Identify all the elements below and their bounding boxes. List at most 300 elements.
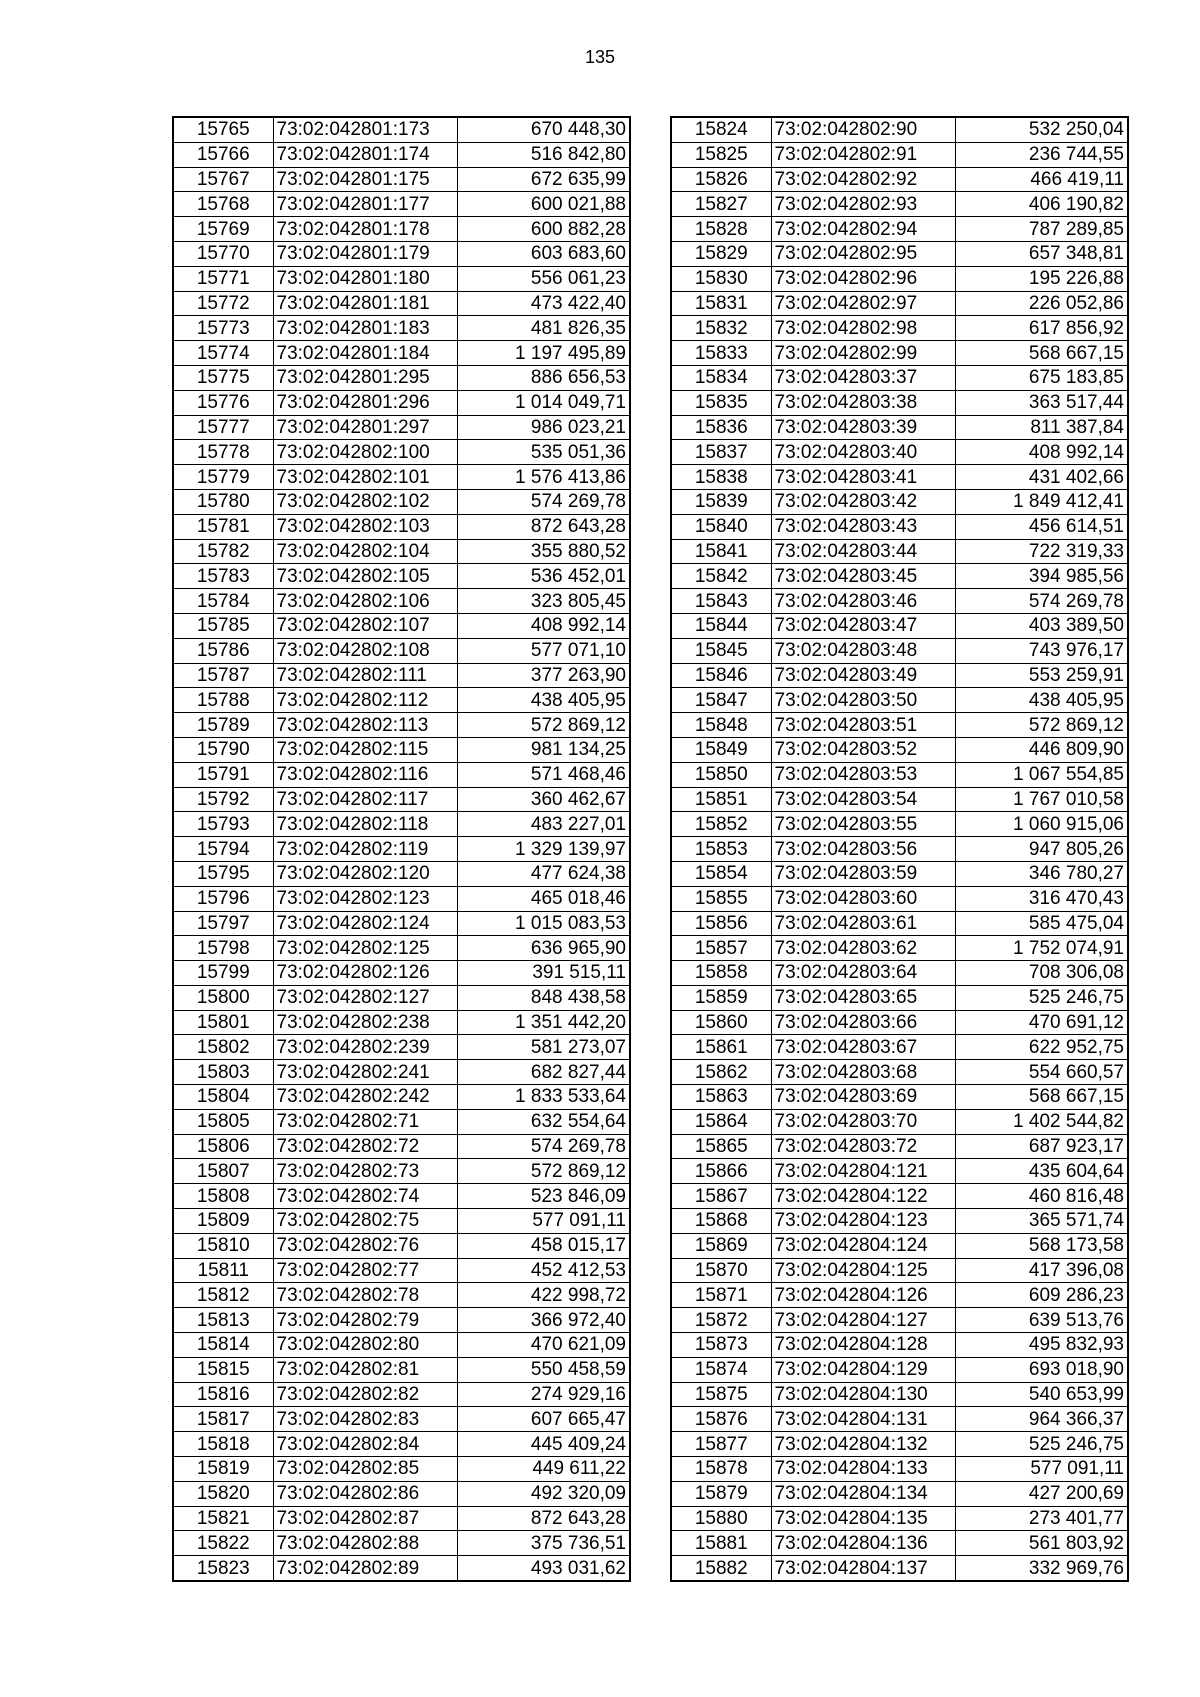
cadastral-value-cell: 445 409,24 — [457, 1432, 630, 1457]
cadastral-number-cell: 73:02:042802:98 — [771, 316, 955, 341]
table-row — [173, 1184, 630, 1209]
cadastral-value-cell: 1 752 074,91 — [955, 936, 1128, 961]
cadastral-number-cell: 73:02:042803:72 — [771, 1134, 955, 1159]
table-row — [671, 1184, 1128, 1209]
table-row — [173, 713, 630, 738]
table-row — [671, 390, 1128, 415]
cadastral-value-cell: 355 880,52 — [457, 539, 630, 564]
table-row — [671, 266, 1128, 291]
cadastral-value-cell: 523 846,09 — [457, 1184, 630, 1209]
cadastral-number-cell: 73:02:042802:72 — [273, 1134, 457, 1159]
cadastral-value-cell: 449 611,22 — [457, 1457, 630, 1482]
table-row — [173, 1382, 630, 1407]
table-row — [671, 1407, 1128, 1432]
table-row — [173, 1407, 630, 1432]
cadastral-value-cell: 516 842,80 — [457, 142, 630, 167]
table-row — [671, 638, 1128, 663]
table-row — [671, 961, 1128, 986]
table-row — [173, 1233, 630, 1258]
row-number-cell: 15856 — [671, 911, 771, 936]
table-row — [173, 1010, 630, 1035]
table-row — [671, 985, 1128, 1010]
row-number-cell: 15822 — [173, 1531, 273, 1556]
cadastral-value-cell: 617 856,92 — [955, 316, 1128, 341]
table-row — [671, 1531, 1128, 1556]
table-row — [671, 440, 1128, 465]
row-number-cell: 15776 — [173, 390, 273, 415]
cadastral-value-cell: 1 576 413,86 — [457, 465, 630, 490]
table-row — [671, 1333, 1128, 1358]
row-number-cell: 15766 — [173, 142, 273, 167]
row-number-cell: 15787 — [173, 663, 273, 688]
table-row — [173, 638, 630, 663]
cadastral-value-cell: 1 060 915,06 — [955, 812, 1128, 837]
table-row — [671, 217, 1128, 242]
cadastral-number-cell: 73:02:042803:52 — [771, 737, 955, 762]
cadastral-number-cell: 73:02:042803:47 — [771, 613, 955, 638]
cadastral-number-cell: 73:02:042802:73 — [273, 1159, 457, 1184]
cadastral-value-cell: 456 614,51 — [955, 514, 1128, 539]
cadastral-number-cell: 73:02:042801:181 — [273, 291, 457, 316]
cadastral-number-cell: 73:02:042804:123 — [771, 1209, 955, 1234]
cadastral-number-cell: 73:02:042804:131 — [771, 1407, 955, 1432]
cadastral-number-cell: 73:02:042801:295 — [273, 365, 457, 390]
cadastral-number-cell: 73:02:042804:129 — [771, 1357, 955, 1382]
cadastral-value-cell: 682 827,44 — [457, 1060, 630, 1085]
row-number-cell: 15850 — [671, 762, 771, 787]
row-number-cell: 15829 — [671, 241, 771, 266]
cadastral-value-cell: 477 624,38 — [457, 861, 630, 886]
row-number-cell: 15855 — [671, 886, 771, 911]
cadastral-number-cell: 73:02:042803:64 — [771, 961, 955, 986]
row-number-cell: 15824 — [671, 117, 771, 142]
table-row — [173, 1109, 630, 1134]
cadastral-number-cell: 73:02:042801:180 — [273, 266, 457, 291]
cadastral-number-cell: 73:02:042802:124 — [273, 911, 457, 936]
row-number-cell: 15879 — [671, 1481, 771, 1506]
cadastral-number-cell: 73:02:042802:120 — [273, 861, 457, 886]
row-number-cell: 15765 — [173, 117, 273, 142]
cadastral-value-cell: 639 513,76 — [955, 1308, 1128, 1333]
row-number-cell: 15834 — [671, 365, 771, 390]
cadastral-value-cell: 452 412,53 — [457, 1258, 630, 1283]
table-row — [173, 1035, 630, 1060]
page-number: 135 — [584, 47, 616, 67]
row-number-cell: 15816 — [173, 1382, 273, 1407]
table-row — [173, 217, 630, 242]
row-number-cell: 15795 — [173, 861, 273, 886]
row-number-cell: 15813 — [173, 1308, 273, 1333]
table-row — [671, 1010, 1128, 1035]
table-row — [671, 167, 1128, 192]
table-row — [173, 812, 630, 837]
row-number-cell: 15846 — [671, 663, 771, 688]
cadastral-value-cell: 553 259,91 — [955, 663, 1128, 688]
cadastral-number-cell: 73:02:042803:67 — [771, 1035, 955, 1060]
table-row — [671, 589, 1128, 614]
cadastral-number-cell: 73:02:042802:100 — [273, 440, 457, 465]
table-row — [173, 1481, 630, 1506]
cadastral-value-cell: 408 992,14 — [955, 440, 1128, 465]
row-number-cell: 15806 — [173, 1134, 273, 1159]
row-number-cell: 15873 — [671, 1333, 771, 1358]
cadastral-number-cell: 73:02:042804:137 — [771, 1556, 955, 1581]
cadastral-value-cell: 1 015 083,53 — [457, 911, 630, 936]
cadastral-number-cell: 73:02:042802:127 — [273, 985, 457, 1010]
row-number-cell: 15771 — [173, 266, 273, 291]
cadastral-value-cell: 577 091,11 — [955, 1457, 1128, 1482]
row-number-cell: 15872 — [671, 1308, 771, 1333]
cadastral-value-cell: 722 319,33 — [955, 539, 1128, 564]
cadastral-value-cell: 787 289,85 — [955, 217, 1128, 242]
cadastral-number-cell: 73:02:042803:69 — [771, 1085, 955, 1110]
table-row — [173, 985, 630, 1010]
cadastral-value-cell: 525 246,75 — [955, 985, 1128, 1010]
cadastral-number-cell: 73:02:042802:126 — [273, 961, 457, 986]
cadastral-value-cell: 872 643,28 — [457, 1506, 630, 1531]
row-number-cell: 15794 — [173, 837, 273, 862]
table-row — [173, 613, 630, 638]
row-number-cell: 15836 — [671, 415, 771, 440]
row-number-cell: 15773 — [173, 316, 273, 341]
cadastral-value-cell: 1 197 495,89 — [457, 341, 630, 366]
row-number-cell: 15849 — [671, 737, 771, 762]
cadastral-number-cell: 73:02:042803:40 — [771, 440, 955, 465]
cadastral-value-cell: 872 643,28 — [457, 514, 630, 539]
cadastral-value-cell: 848 438,58 — [457, 985, 630, 1010]
cadastral-number-cell: 73:02:042803:41 — [771, 465, 955, 490]
cadastral-number-cell: 73:02:042802:101 — [273, 465, 457, 490]
cadastral-value-cell: 492 320,09 — [457, 1481, 630, 1506]
cadastral-number-cell: 73:02:042802:87 — [273, 1506, 457, 1531]
cadastral-number-cell: 73:02:042802:97 — [771, 291, 955, 316]
cadastral-number-cell: 73:02:042802:108 — [273, 638, 457, 663]
cadastral-number-cell: 73:02:042802:74 — [273, 1184, 457, 1209]
cadastral-value-cell: 438 405,95 — [955, 688, 1128, 713]
table-row — [173, 861, 630, 886]
cadastral-value-cell: 636 965,90 — [457, 936, 630, 961]
table-row — [671, 812, 1128, 837]
row-number-cell: 15864 — [671, 1109, 771, 1134]
table-row — [173, 663, 630, 688]
cadastral-value-cell: 458 015,17 — [457, 1233, 630, 1258]
cadastral-number-cell: 73:02:042801:177 — [273, 192, 457, 217]
table-row — [173, 911, 630, 936]
cadastral-number-cell: 73:02:042804:133 — [771, 1457, 955, 1482]
table-row — [671, 1283, 1128, 1308]
cadastral-number-cell: 73:02:042802:116 — [273, 762, 457, 787]
cadastral-value-cell: 561 803,92 — [955, 1531, 1128, 1556]
cadastral-value-cell: 375 736,51 — [457, 1531, 630, 1556]
table-row — [671, 1035, 1128, 1060]
row-number-cell: 15819 — [173, 1457, 273, 1482]
table-row — [173, 1308, 630, 1333]
cadastral-number-cell: 73:02:042803:61 — [771, 911, 955, 936]
cadastral-value-cell: 422 998,72 — [457, 1283, 630, 1308]
cadastral-number-cell: 73:02:042801:183 — [273, 316, 457, 341]
table-row — [671, 1233, 1128, 1258]
cadastral-number-cell: 73:02:042802:76 — [273, 1233, 457, 1258]
cadastral-value-cell: 417 396,08 — [955, 1258, 1128, 1283]
table-row — [173, 961, 630, 986]
cadastral-number-cell: 73:02:042803:54 — [771, 787, 955, 812]
cadastral-number-cell: 73:02:042803:60 — [771, 886, 955, 911]
row-number-cell: 15860 — [671, 1010, 771, 1035]
cadastral-value-cell: 493 031,62 — [457, 1556, 630, 1581]
cadastral-value-cell: 672 635,99 — [457, 167, 630, 192]
row-number-cell: 15831 — [671, 291, 771, 316]
cadastral-number-cell: 73:02:042804:122 — [771, 1184, 955, 1209]
cadastral-number-cell: 73:02:042804:124 — [771, 1233, 955, 1258]
cadastral-value-cell: 316 470,43 — [955, 886, 1128, 911]
cadastral-value-cell: 1 329 139,97 — [457, 837, 630, 862]
table-row — [671, 1506, 1128, 1531]
table-row — [671, 465, 1128, 490]
table-row — [173, 1258, 630, 1283]
row-number-cell: 15862 — [671, 1060, 771, 1085]
cadastral-number-cell: 73:02:042803:59 — [771, 861, 955, 886]
row-number-cell: 15768 — [173, 192, 273, 217]
row-number-cell: 15843 — [671, 589, 771, 614]
row-number-cell: 15866 — [671, 1159, 771, 1184]
cadastral-number-cell: 73:02:042802:96 — [771, 266, 955, 291]
row-number-cell: 15869 — [671, 1233, 771, 1258]
cadastral-value-cell: 323 805,45 — [457, 589, 630, 614]
cadastral-value-cell: 743 976,17 — [955, 638, 1128, 663]
row-number-cell: 15793 — [173, 812, 273, 837]
table-row — [173, 192, 630, 217]
cadastral-value-cell: 550 458,59 — [457, 1357, 630, 1382]
cadastral-number-cell: 73:02:042804:125 — [771, 1258, 955, 1283]
table-row — [173, 390, 630, 415]
table-row — [671, 365, 1128, 390]
cadastral-number-cell: 73:02:042804:127 — [771, 1308, 955, 1333]
table-body — [671, 117, 1128, 1581]
cadastral-value-cell: 1 402 544,82 — [955, 1109, 1128, 1134]
table-row — [173, 117, 630, 142]
cadastral-number-cell: 73:02:042803:51 — [771, 713, 955, 738]
cadastral-value-cell: 438 405,95 — [457, 688, 630, 713]
cadastral-value-cell: 346 780,27 — [955, 861, 1128, 886]
row-number-cell: 15833 — [671, 341, 771, 366]
row-number-cell: 15784 — [173, 589, 273, 614]
cadastral-number-cell: 73:02:042804:130 — [771, 1382, 955, 1407]
table-row — [671, 737, 1128, 762]
cadastral-number-cell: 73:02:042803:70 — [771, 1109, 955, 1134]
table-row — [173, 1283, 630, 1308]
cadastral-number-cell: 73:02:042803:56 — [771, 837, 955, 862]
cadastral-value-cell: 600 882,28 — [457, 217, 630, 242]
table-row — [173, 1357, 630, 1382]
row-number-cell: 15839 — [671, 489, 771, 514]
table-row — [173, 762, 630, 787]
row-number-cell: 15821 — [173, 1506, 273, 1531]
row-number-cell: 15796 — [173, 886, 273, 911]
row-number-cell: 15832 — [671, 316, 771, 341]
table-row — [671, 291, 1128, 316]
table-row — [173, 1060, 630, 1085]
cadastral-value-cell: 473 422,40 — [457, 291, 630, 316]
table-row — [671, 936, 1128, 961]
table-row — [671, 241, 1128, 266]
cadastral-value-cell: 632 554,64 — [457, 1109, 630, 1134]
cadastral-value-cell: 460 816,48 — [955, 1184, 1128, 1209]
table-row — [173, 589, 630, 614]
cadastral-value-cell: 1 849 412,41 — [955, 489, 1128, 514]
cadastral-number-cell: 73:02:042802:123 — [273, 886, 457, 911]
row-number-cell: 15848 — [671, 713, 771, 738]
cadastral-number-cell: 73:02:042802:118 — [273, 812, 457, 837]
cadastral-number-cell: 73:02:042802:95 — [771, 241, 955, 266]
cadastral-number-cell: 73:02:042802:79 — [273, 1308, 457, 1333]
cadastral-value-cell: 568 173,58 — [955, 1233, 1128, 1258]
row-number-cell: 15803 — [173, 1060, 273, 1085]
row-number-cell: 15817 — [173, 1407, 273, 1432]
cadastral-number-cell: 73:02:042802:86 — [273, 1481, 457, 1506]
cadastral-number-cell: 73:02:042802:82 — [273, 1382, 457, 1407]
cadastral-value-cell: 483 227,01 — [457, 812, 630, 837]
cadastral-value-cell: 1 014 049,71 — [457, 390, 630, 415]
row-number-cell: 15775 — [173, 365, 273, 390]
table-row — [671, 1134, 1128, 1159]
cadastral-number-cell: 73:02:042803:48 — [771, 638, 955, 663]
cadastral-value-cell: 670 448,30 — [457, 117, 630, 142]
row-number-cell: 15811 — [173, 1258, 273, 1283]
row-number-cell: 15785 — [173, 613, 273, 638]
cadastral-value-cell: 986 023,21 — [457, 415, 630, 440]
row-number-cell: 15783 — [173, 564, 273, 589]
row-number-cell: 15815 — [173, 1357, 273, 1382]
row-number-cell: 15871 — [671, 1283, 771, 1308]
cadastral-value-cell: 1 833 533,64 — [457, 1085, 630, 1110]
row-number-cell: 15802 — [173, 1035, 273, 1060]
table-row — [173, 1506, 630, 1531]
cadastral-number-cell: 73:02:042803:39 — [771, 415, 955, 440]
row-number-cell: 15799 — [173, 961, 273, 986]
row-number-cell: 15874 — [671, 1357, 771, 1382]
table-row — [173, 1333, 630, 1358]
table-row — [671, 1209, 1128, 1234]
table-row — [173, 1531, 630, 1556]
cadastral-number-cell: 73:02:042802:111 — [273, 663, 457, 688]
cadastral-number-cell: 73:02:042802:238 — [273, 1010, 457, 1035]
row-number-cell: 15820 — [173, 1481, 273, 1506]
table-row — [173, 341, 630, 366]
row-number-cell: 15852 — [671, 812, 771, 837]
cadastral-value-cell: 427 200,69 — [955, 1481, 1128, 1506]
table-row — [173, 365, 630, 390]
cadastral-number-cell: 73:02:042802:83 — [273, 1407, 457, 1432]
table-row — [173, 167, 630, 192]
table-row — [173, 1556, 630, 1581]
cadastral-number-cell: 73:02:042803:44 — [771, 539, 955, 564]
cadastral-value-cell: 470 621,09 — [457, 1333, 630, 1358]
cadastral-table-left — [172, 116, 631, 1582]
row-number-cell: 15767 — [173, 167, 273, 192]
row-number-cell: 15812 — [173, 1283, 273, 1308]
cadastral-value-cell: 465 018,46 — [457, 886, 630, 911]
table-row — [671, 762, 1128, 787]
cadastral-value-cell: 495 832,93 — [955, 1333, 1128, 1358]
row-number-cell: 15870 — [671, 1258, 771, 1283]
cadastral-number-cell: 73:02:042801:297 — [273, 415, 457, 440]
table-row — [671, 564, 1128, 589]
row-number-cell: 15801 — [173, 1010, 273, 1035]
table-row — [173, 465, 630, 490]
row-number-cell: 15781 — [173, 514, 273, 539]
cadastral-number-cell: 73:02:042802:112 — [273, 688, 457, 713]
row-number-cell: 15863 — [671, 1085, 771, 1110]
cadastral-number-cell: 73:02:042804:121 — [771, 1159, 955, 1184]
cadastral-value-cell: 236 744,55 — [955, 142, 1128, 167]
row-number-cell: 15861 — [671, 1035, 771, 1060]
row-number-cell: 15804 — [173, 1085, 273, 1110]
cadastral-value-cell: 572 869,12 — [457, 1159, 630, 1184]
table-row — [173, 564, 630, 589]
table-row — [173, 241, 630, 266]
row-number-cell: 15810 — [173, 1233, 273, 1258]
cadastral-number-cell: 73:02:042802:117 — [273, 787, 457, 812]
cadastral-number-cell: 73:02:042804:126 — [771, 1283, 955, 1308]
cadastral-value-cell: 363 517,44 — [955, 390, 1128, 415]
cadastral-value-cell: 435 604,64 — [955, 1159, 1128, 1184]
cadastral-value-cell: 609 286,23 — [955, 1283, 1128, 1308]
cadastral-number-cell: 73:02:042802:99 — [771, 341, 955, 366]
cadastral-value-cell: 226 052,86 — [955, 291, 1128, 316]
table-row — [671, 192, 1128, 217]
table-row — [173, 514, 630, 539]
cadastral-value-cell: 577 071,10 — [457, 638, 630, 663]
cadastral-number-cell: 73:02:042803:65 — [771, 985, 955, 1010]
cadastral-number-cell: 73:02:042802:91 — [771, 142, 955, 167]
row-number-cell: 15842 — [671, 564, 771, 589]
cadastral-value-cell: 1 351 442,20 — [457, 1010, 630, 1035]
cadastral-value-cell: 556 061,23 — [457, 266, 630, 291]
cadastral-number-cell: 73:02:042801:296 — [273, 390, 457, 415]
cadastral-value-cell: 581 273,07 — [457, 1035, 630, 1060]
table-row — [671, 787, 1128, 812]
table-row — [173, 787, 630, 812]
cadastral-number-cell: 73:02:042803:62 — [771, 936, 955, 961]
row-number-cell: 15782 — [173, 539, 273, 564]
row-number-cell: 15837 — [671, 440, 771, 465]
row-number-cell: 15791 — [173, 762, 273, 787]
cadastral-value-cell: 1 067 554,85 — [955, 762, 1128, 787]
row-number-cell: 15878 — [671, 1457, 771, 1482]
table-row — [671, 613, 1128, 638]
table-row — [671, 1159, 1128, 1184]
cadastral-value-cell: 574 269,78 — [457, 489, 630, 514]
row-number-cell: 15845 — [671, 638, 771, 663]
row-number-cell: 15790 — [173, 737, 273, 762]
cadastral-value-cell: 446 809,90 — [955, 737, 1128, 762]
table-row — [671, 489, 1128, 514]
cadastral-number-cell: 73:02:042802:113 — [273, 713, 457, 738]
row-number-cell: 15798 — [173, 936, 273, 961]
cadastral-value-cell: 622 952,75 — [955, 1035, 1128, 1060]
cadastral-number-cell: 73:02:042802:102 — [273, 489, 457, 514]
row-number-cell: 15772 — [173, 291, 273, 316]
row-number-cell: 15876 — [671, 1407, 771, 1432]
cadastral-value-cell: 568 667,15 — [955, 341, 1128, 366]
cadastral-number-cell: 73:02:042802:104 — [273, 539, 457, 564]
table-row — [671, 1432, 1128, 1457]
row-number-cell: 15880 — [671, 1506, 771, 1531]
row-number-cell: 15828 — [671, 217, 771, 242]
row-number-cell: 15868 — [671, 1209, 771, 1234]
cadastral-number-cell: 73:02:042803:68 — [771, 1060, 955, 1085]
cadastral-value-cell: 408 992,14 — [457, 613, 630, 638]
